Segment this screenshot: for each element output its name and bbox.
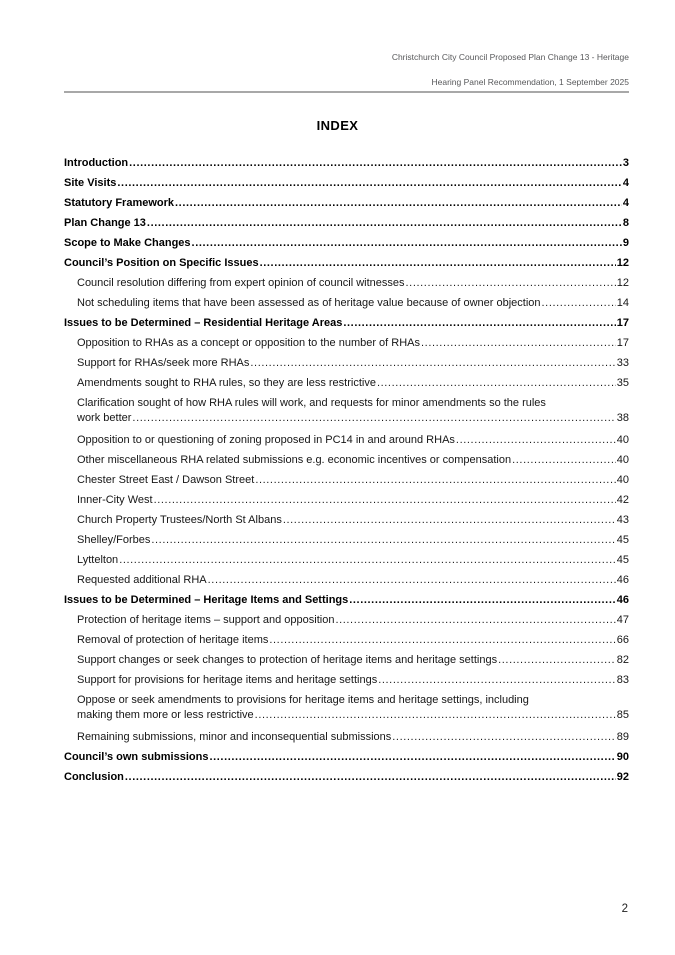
header-line-1: Christchurch City Council Proposed Plan Change 13 - Heritage bbox=[391, 52, 629, 62]
dot-leader bbox=[269, 633, 615, 648]
toc-entry bbox=[64, 613, 629, 628]
dot-leader bbox=[154, 493, 616, 508]
dot-leader bbox=[175, 196, 622, 211]
toc-entry-page: 45 bbox=[616, 554, 629, 566]
dot-leader bbox=[392, 730, 615, 745]
toc-entry-page: 12 bbox=[616, 257, 629, 269]
toc-entry bbox=[64, 770, 629, 785]
toc-entry bbox=[64, 336, 629, 351]
page-number: 2 bbox=[621, 903, 628, 915]
toc-entry bbox=[64, 396, 629, 426]
toc-entry-label: Oppose or seek amendments to provisions for heritage items and heritage settings, including bbox=[77, 694, 529, 706]
toc-entry-label: Conclusion bbox=[64, 771, 124, 783]
dot-leader bbox=[250, 356, 615, 371]
dot-leader bbox=[117, 176, 621, 191]
toc-entry-page: 45 bbox=[616, 534, 629, 546]
table-of-contents bbox=[64, 156, 629, 790]
dot-leader bbox=[343, 316, 615, 331]
toc-entry-page: 40 bbox=[616, 434, 629, 446]
dot-leader bbox=[498, 653, 616, 668]
toc-entry bbox=[64, 513, 629, 528]
toc-entry-label-continued: work better bbox=[77, 412, 132, 424]
dot-leader bbox=[119, 553, 616, 568]
toc-entry bbox=[64, 673, 629, 688]
toc-entry bbox=[64, 156, 629, 171]
toc-entry-label: Introduction bbox=[64, 157, 129, 169]
toc-entry-page: 42 bbox=[616, 494, 629, 506]
toc-entry bbox=[64, 653, 629, 668]
toc-entry-label: Other miscellaneous RHA related submissions e.g. economic incentives or compensation bbox=[77, 454, 512, 466]
toc-entry-page: 47 bbox=[616, 614, 629, 626]
toc-entry-label: Requested additional RHA bbox=[77, 574, 207, 586]
toc-entry-page: 46 bbox=[616, 594, 629, 606]
dot-leader bbox=[260, 256, 616, 271]
toc-entry bbox=[64, 236, 629, 251]
toc-entry bbox=[64, 196, 629, 211]
toc-entry-label: Council resolution differing from expert opinion of council witnesses bbox=[77, 277, 405, 289]
dot-leader bbox=[377, 376, 616, 391]
page-title: INDEX bbox=[316, 118, 359, 133]
toc-entry bbox=[64, 296, 629, 311]
dot-leader bbox=[125, 770, 616, 785]
toc-entry bbox=[64, 433, 629, 448]
toc-entry-label: Not scheduling items that have been assessed as of heritage value because of owner objection bbox=[77, 297, 541, 309]
toc-entry-label: Shelley/Forbes bbox=[77, 534, 151, 546]
toc-entry-page: 9 bbox=[622, 237, 629, 249]
toc-entry bbox=[64, 376, 629, 391]
toc-entry-label: Opposition to RHAs as a concept or opposition to the number of RHAs bbox=[77, 337, 421, 349]
toc-entry bbox=[64, 453, 629, 468]
toc-entry-label: Protection of heritage items – support and opposition bbox=[77, 614, 335, 626]
toc-entry-label: Site Visits bbox=[64, 177, 117, 189]
dot-leader bbox=[129, 156, 622, 171]
toc-entry-page: 17 bbox=[616, 337, 629, 349]
dot-leader bbox=[208, 573, 616, 588]
toc-entry-page: 38 bbox=[616, 412, 629, 424]
header-line-2: Hearing Panel Recommendation, 1 September 2025 bbox=[431, 77, 629, 87]
toc-entry-page: 43 bbox=[616, 514, 629, 526]
toc-entry-page: 92 bbox=[616, 771, 629, 783]
toc-entry-label: Issues to be Determined – Residential Heritage Areas bbox=[64, 317, 343, 329]
toc-entry-page: 90 bbox=[616, 751, 629, 763]
dot-leader bbox=[421, 336, 616, 351]
toc-entry-label: Opposition to or questioning of zoning proposed in PC14 in and around RHAs bbox=[77, 434, 455, 446]
header-divider bbox=[64, 91, 629, 93]
dot-leader bbox=[283, 513, 616, 528]
dot-leader bbox=[542, 296, 616, 311]
toc-entry-label: Issues to be Determined – Heritage Items and Settings bbox=[64, 594, 349, 606]
toc-entry-page: 8 bbox=[622, 217, 629, 229]
toc-entry bbox=[64, 730, 629, 745]
toc-entry-page: 82 bbox=[616, 654, 629, 666]
dot-leader bbox=[147, 216, 622, 231]
toc-entry bbox=[64, 493, 629, 508]
toc-entry-page: 4 bbox=[622, 177, 629, 189]
toc-entry bbox=[64, 276, 629, 291]
dot-leader bbox=[335, 613, 615, 628]
toc-entry-label: Inner-City West bbox=[77, 494, 153, 506]
toc-entry bbox=[64, 216, 629, 231]
toc-entry-page: 33 bbox=[616, 357, 629, 369]
toc-entry bbox=[64, 356, 629, 371]
toc-entry-page: 17 bbox=[616, 317, 629, 329]
toc-entry-page: 35 bbox=[616, 377, 629, 389]
toc-entry-page: 12 bbox=[616, 277, 629, 289]
document-header bbox=[64, 53, 629, 93]
toc-entry-page: 40 bbox=[616, 454, 629, 466]
toc-entry-label: Support changes or seek changes to protection of heritage items and heritage settings bbox=[77, 654, 498, 666]
dot-leader bbox=[378, 673, 616, 688]
toc-entry bbox=[64, 750, 629, 765]
dot-leader bbox=[255, 473, 615, 488]
toc-entry-label: Amendments sought to RHA rules, so they are less restrictive bbox=[77, 377, 376, 389]
toc-entry bbox=[64, 473, 629, 488]
toc-entry-page: 3 bbox=[622, 157, 629, 169]
toc-entry bbox=[64, 256, 629, 271]
toc-entry bbox=[64, 593, 629, 608]
toc-entry-label: Clarification sought of how RHA rules will work, and requests for minor amendments so the rules bbox=[77, 397, 546, 409]
toc-entry bbox=[64, 316, 629, 331]
dot-leader bbox=[456, 433, 616, 448]
dot-leader bbox=[209, 750, 615, 765]
dot-leader bbox=[512, 453, 616, 468]
toc-entry-page: 83 bbox=[616, 674, 629, 686]
toc-entry-page: 14 bbox=[616, 297, 629, 309]
toc-entry-label: Removal of protection of heritage items bbox=[77, 634, 269, 646]
dot-leader bbox=[406, 276, 616, 291]
toc-entry-label: Support for provisions for heritage items and heritage settings bbox=[77, 674, 378, 686]
toc-entry bbox=[64, 573, 629, 588]
toc-entry-label: Council’s Position on Specific Issues bbox=[64, 257, 259, 269]
toc-entry-label-continued: making them more or less restrictive bbox=[77, 709, 254, 721]
toc-entry-label: Support for RHAs/seek more RHAs bbox=[77, 357, 250, 369]
dot-leader bbox=[132, 411, 615, 426]
toc-entry-label: Plan Change 13 bbox=[64, 217, 146, 229]
dot-leader bbox=[151, 533, 615, 548]
toc-entry bbox=[64, 693, 629, 723]
toc-entry-page: 85 bbox=[616, 709, 629, 721]
toc-entry-label: Remaining submissions, minor and inconsequential submissions bbox=[77, 731, 392, 743]
toc-entry-page: 40 bbox=[616, 474, 629, 486]
toc-entry-label: Council’s own submissions bbox=[64, 751, 209, 763]
toc-entry-label: Church Property Trustees/North St Albans bbox=[77, 514, 282, 526]
toc-entry bbox=[64, 533, 629, 548]
dot-leader bbox=[349, 593, 616, 608]
toc-entry-page: 66 bbox=[616, 634, 629, 646]
toc-entry bbox=[64, 633, 629, 648]
toc-entry-label: Statutory Framework bbox=[64, 197, 175, 209]
toc-entry bbox=[64, 553, 629, 568]
toc-entry-label: Lyttelton bbox=[77, 554, 119, 566]
dot-leader bbox=[255, 708, 616, 723]
toc-entry-page: 46 bbox=[616, 574, 629, 586]
toc-entry bbox=[64, 176, 629, 191]
toc-entry-label: Scope to Make Changes bbox=[64, 237, 191, 249]
toc-entry-page: 4 bbox=[622, 197, 629, 209]
toc-entry-page: 89 bbox=[616, 731, 629, 743]
dot-leader bbox=[192, 236, 622, 251]
toc-entry-label: Chester Street East / Dawson Street bbox=[77, 474, 255, 486]
